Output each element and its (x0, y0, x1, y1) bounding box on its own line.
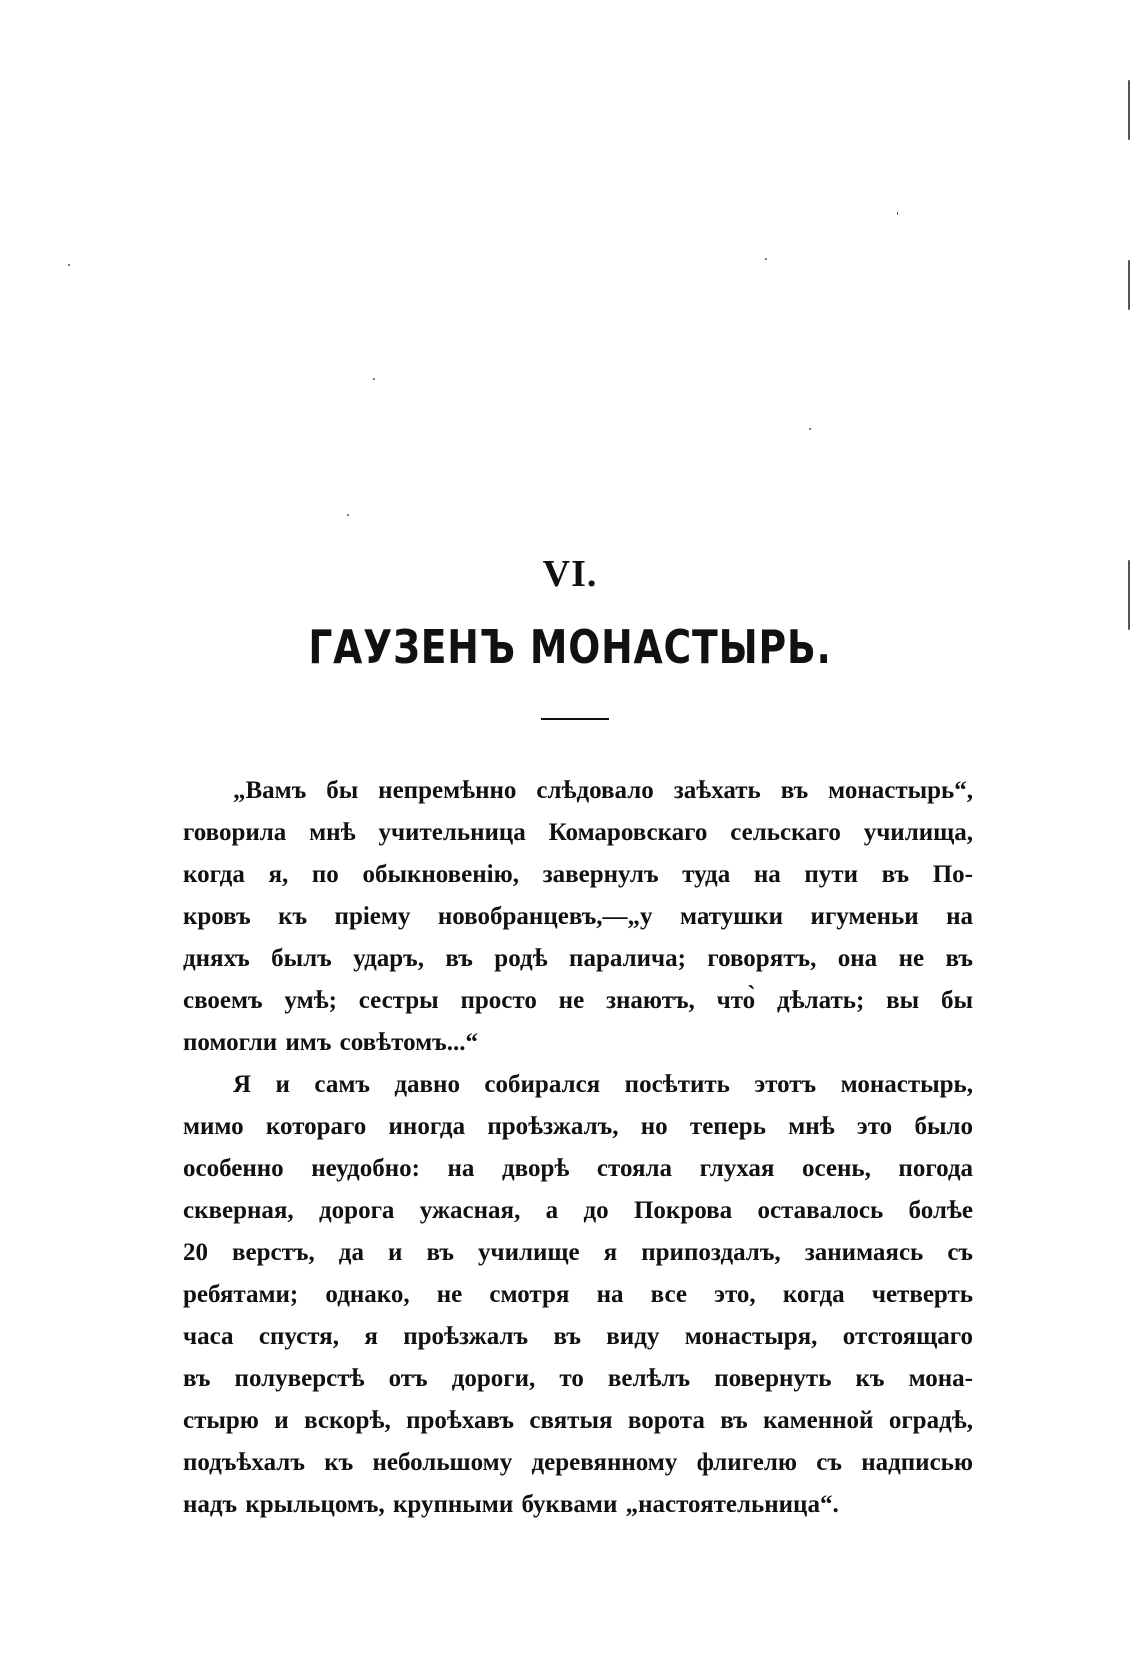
chapter-title: ГАУЗЕНЪ МОНАСТЫРЬ. (308, 620, 832, 674)
print-speck (68, 264, 70, 266)
print-speck (765, 258, 767, 260)
text-line: особенно неудобно: на дворѣ стояла глухая осень, погода (183, 1155, 973, 1182)
paragraph-1 (183, 770, 973, 1064)
text-line: въ полуверстѣ отъ дороги, то велѣлъ повернуть къ мона- (183, 1365, 973, 1392)
title-divider (541, 718, 609, 720)
print-speck (347, 514, 349, 516)
text-line: когда я, по обыкновенію, завернулъ туда на пути въ По- (183, 861, 973, 888)
print-speck (1128, 260, 1130, 310)
text-line: своемъ умѣ; сестры просто не знаютъ, что̀ дѣлать; вы бы (183, 987, 973, 1014)
paragraph-2 (183, 1064, 973, 1526)
print-speck (1128, 80, 1130, 140)
print-speck (373, 378, 375, 380)
text-line: скверная, дорога ужасная, а до Покрова оставалось болѣе (183, 1197, 973, 1224)
text-line: мимо котораго иногда проѣзжалъ, но теперь мнѣ это было (183, 1113, 973, 1140)
text-line: 20 верстъ, да и въ училище я припоздалъ, занимаясь съ (183, 1239, 973, 1266)
text-line: „Вамъ бы непремѣнно слѣдовало заѣхать въ монастырь“, (233, 777, 973, 804)
print-speck (809, 428, 811, 430)
text-line: Я и самъ давно собирался посѣтить этотъ монастырь, (233, 1071, 973, 1098)
text-line: дняхъ былъ ударъ, въ родѣ паралича; говорятъ, она не въ (183, 945, 973, 972)
text-line: часа спустя, я проѣзжалъ въ виду монастыря, отстоящаго (183, 1323, 973, 1350)
text-line: стырю и вскорѣ, проѣхавъ святыя ворота въ каменной оградѣ, (183, 1407, 973, 1434)
body-text (183, 770, 973, 1526)
print-speck (897, 212, 898, 215)
text-line: помогли имъ совѣтомъ...“ (183, 1029, 478, 1056)
text-line: подъѣхалъ къ небольшому деревянному флигелю съ надписью (183, 1449, 973, 1476)
text-line: кровъ къ пріему новобранцевъ,—„у матушки игуменьи на (183, 903, 973, 930)
text-line: надъ крыльцомъ, крупными буквами „настоятельница“. (183, 1491, 839, 1518)
text-line: ребятами; однако, не смотря на все это, когда четверть (183, 1281, 973, 1308)
chapter-number: VI. (542, 553, 598, 595)
text-line: говорила мнѣ учительница Комаровскаго сельскаго училища, (183, 819, 973, 846)
